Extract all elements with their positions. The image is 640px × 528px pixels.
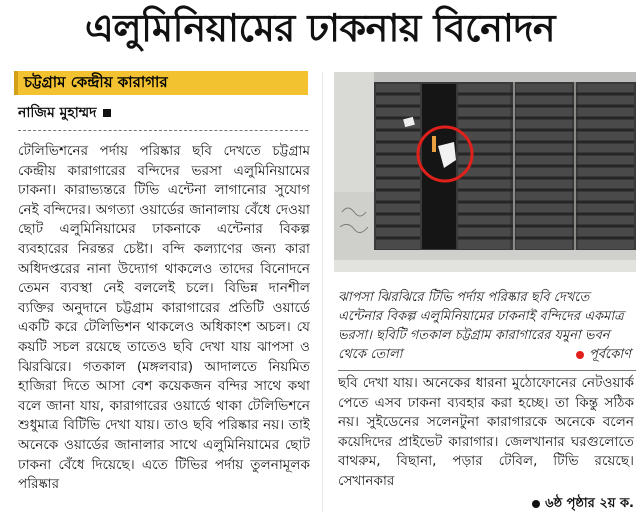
continued-label: ৬ষ্ঠ পৃষ্ঠার ২য় ক. <box>545 495 634 511</box>
photo-caption-text: ঝাপসা ঝিরঝিরে টিভি পর্দায় পরিষ্কার ছবি দেখতে এন্টেনার বিকল্প এলুমিনিয়ামের ঢাকনাই বন্দিদের একমাত্র ভরসা। ছবিটি গতকাল চট্টগ্রাম কারাগারের যমুনা ভবন থেকে তোলা <box>338 290 624 362</box>
body-column-right <box>338 374 634 490</box>
byline-rule <box>18 130 308 132</box>
byline-author: নাজিম মুহাম্মদ <box>18 105 97 121</box>
column-divider <box>322 72 323 512</box>
photo-credit <box>535 346 631 364</box>
news-photo <box>334 72 636 272</box>
continued-on-page <box>490 494 634 514</box>
kicker-label: চট্টগ্রাম কেন্দ্রীয় কারাগার <box>24 72 168 91</box>
window-shutter-photo-illustration <box>334 72 636 272</box>
byline <box>18 102 308 124</box>
caption-rule <box>338 370 636 371</box>
photo-credit-label: পূর্বকোণ <box>588 346 631 362</box>
body-column-left <box>18 142 310 522</box>
body-text-left: টেলিভিশনের পর্দায় পরিষ্কার ছবি দেখতে চট্টগ্রাম কেন্দ্রীয় কারাগারের বন্দিদের ভরসা এলুমিনিয়ামের ঢাকনা। কারাভ্যন্তরে টিভি এন্টেনা লাগানোর সুযোগ নেই বন্দিদের। অগত্যা ওয়ার্ডের জানালায় বেঁধে দেওয়া ছোট এলুমিনিয়ামের ঢাকনাকে এন্টেনার বিকল্প ব্যবহারের নিরন্তর চেষ্টা। বন্দি কল্যাণের জন্য কারা অধিদপ্তরের নানা উদ্যোগ থাকলেও তাদের বিনোদনে তেমন ব্যবস্থা নেই বললেই চলে। বিভিন্ন দানশীল ব্যক্তির অনুদানে চট্টগ্রাম কারাগারের প্রতিটি ওয়ার্ডে একটি করে টেলিভিশন থাকলেও অধিকাংশ অচল। যে কয়টি সচল রয়েছে তাতেও ছবি দেখা যায় ঝাপসা ও ঝিরঝিরে। গতকাল (মঙ্গলবার) আদালতে নিয়মিত হাজিরা দিতে আসা বেশ কয়েকজন বন্দির সাথে কথা বলে জানা যায়, কারাগারের ওয়ার্ডে থাকা টেলিভিশনে শুধুমাত্র বিটিভি দেখা যায়। তাও ছবি পরিষ্কার নয়। তাই অনেকে ওয়ার্ডের জানালার সাথে এলুমিনিয়ামের ছোট ঢাকনা বেঁধে দিয়েছে। এতে টিভির পর্দায় তুলনামূলক পরিষ্কার <box>18 143 310 493</box>
body-text-right: ছবি দেখা যায়। অনেকের ধারনা মুঠোফোনের নেটওয়ার্ক পেতে এসব ঢাকনা ব্যবহার করা হচ্ছে। তা কিন্তু সঠিক নয়। সুইডেনের সলেনটুনা কারাগারকে অনেকে বলেন কয়েদিদের প্রাইভেট কারাগার। জেলখানার ঘরগুলোতে বাথরুম, বিছানা, পড়ার টেবিল, টিভি রয়েছে। সেখানকার <box>338 375 634 489</box>
byline-square-icon <box>103 109 111 117</box>
bullet-dot-icon <box>532 500 540 508</box>
section-kicker <box>18 71 308 95</box>
article-headline: এলুমিনিয়ামের ঢাকনায় বিনোদন <box>84 6 556 50</box>
red-dot-icon <box>576 351 584 359</box>
